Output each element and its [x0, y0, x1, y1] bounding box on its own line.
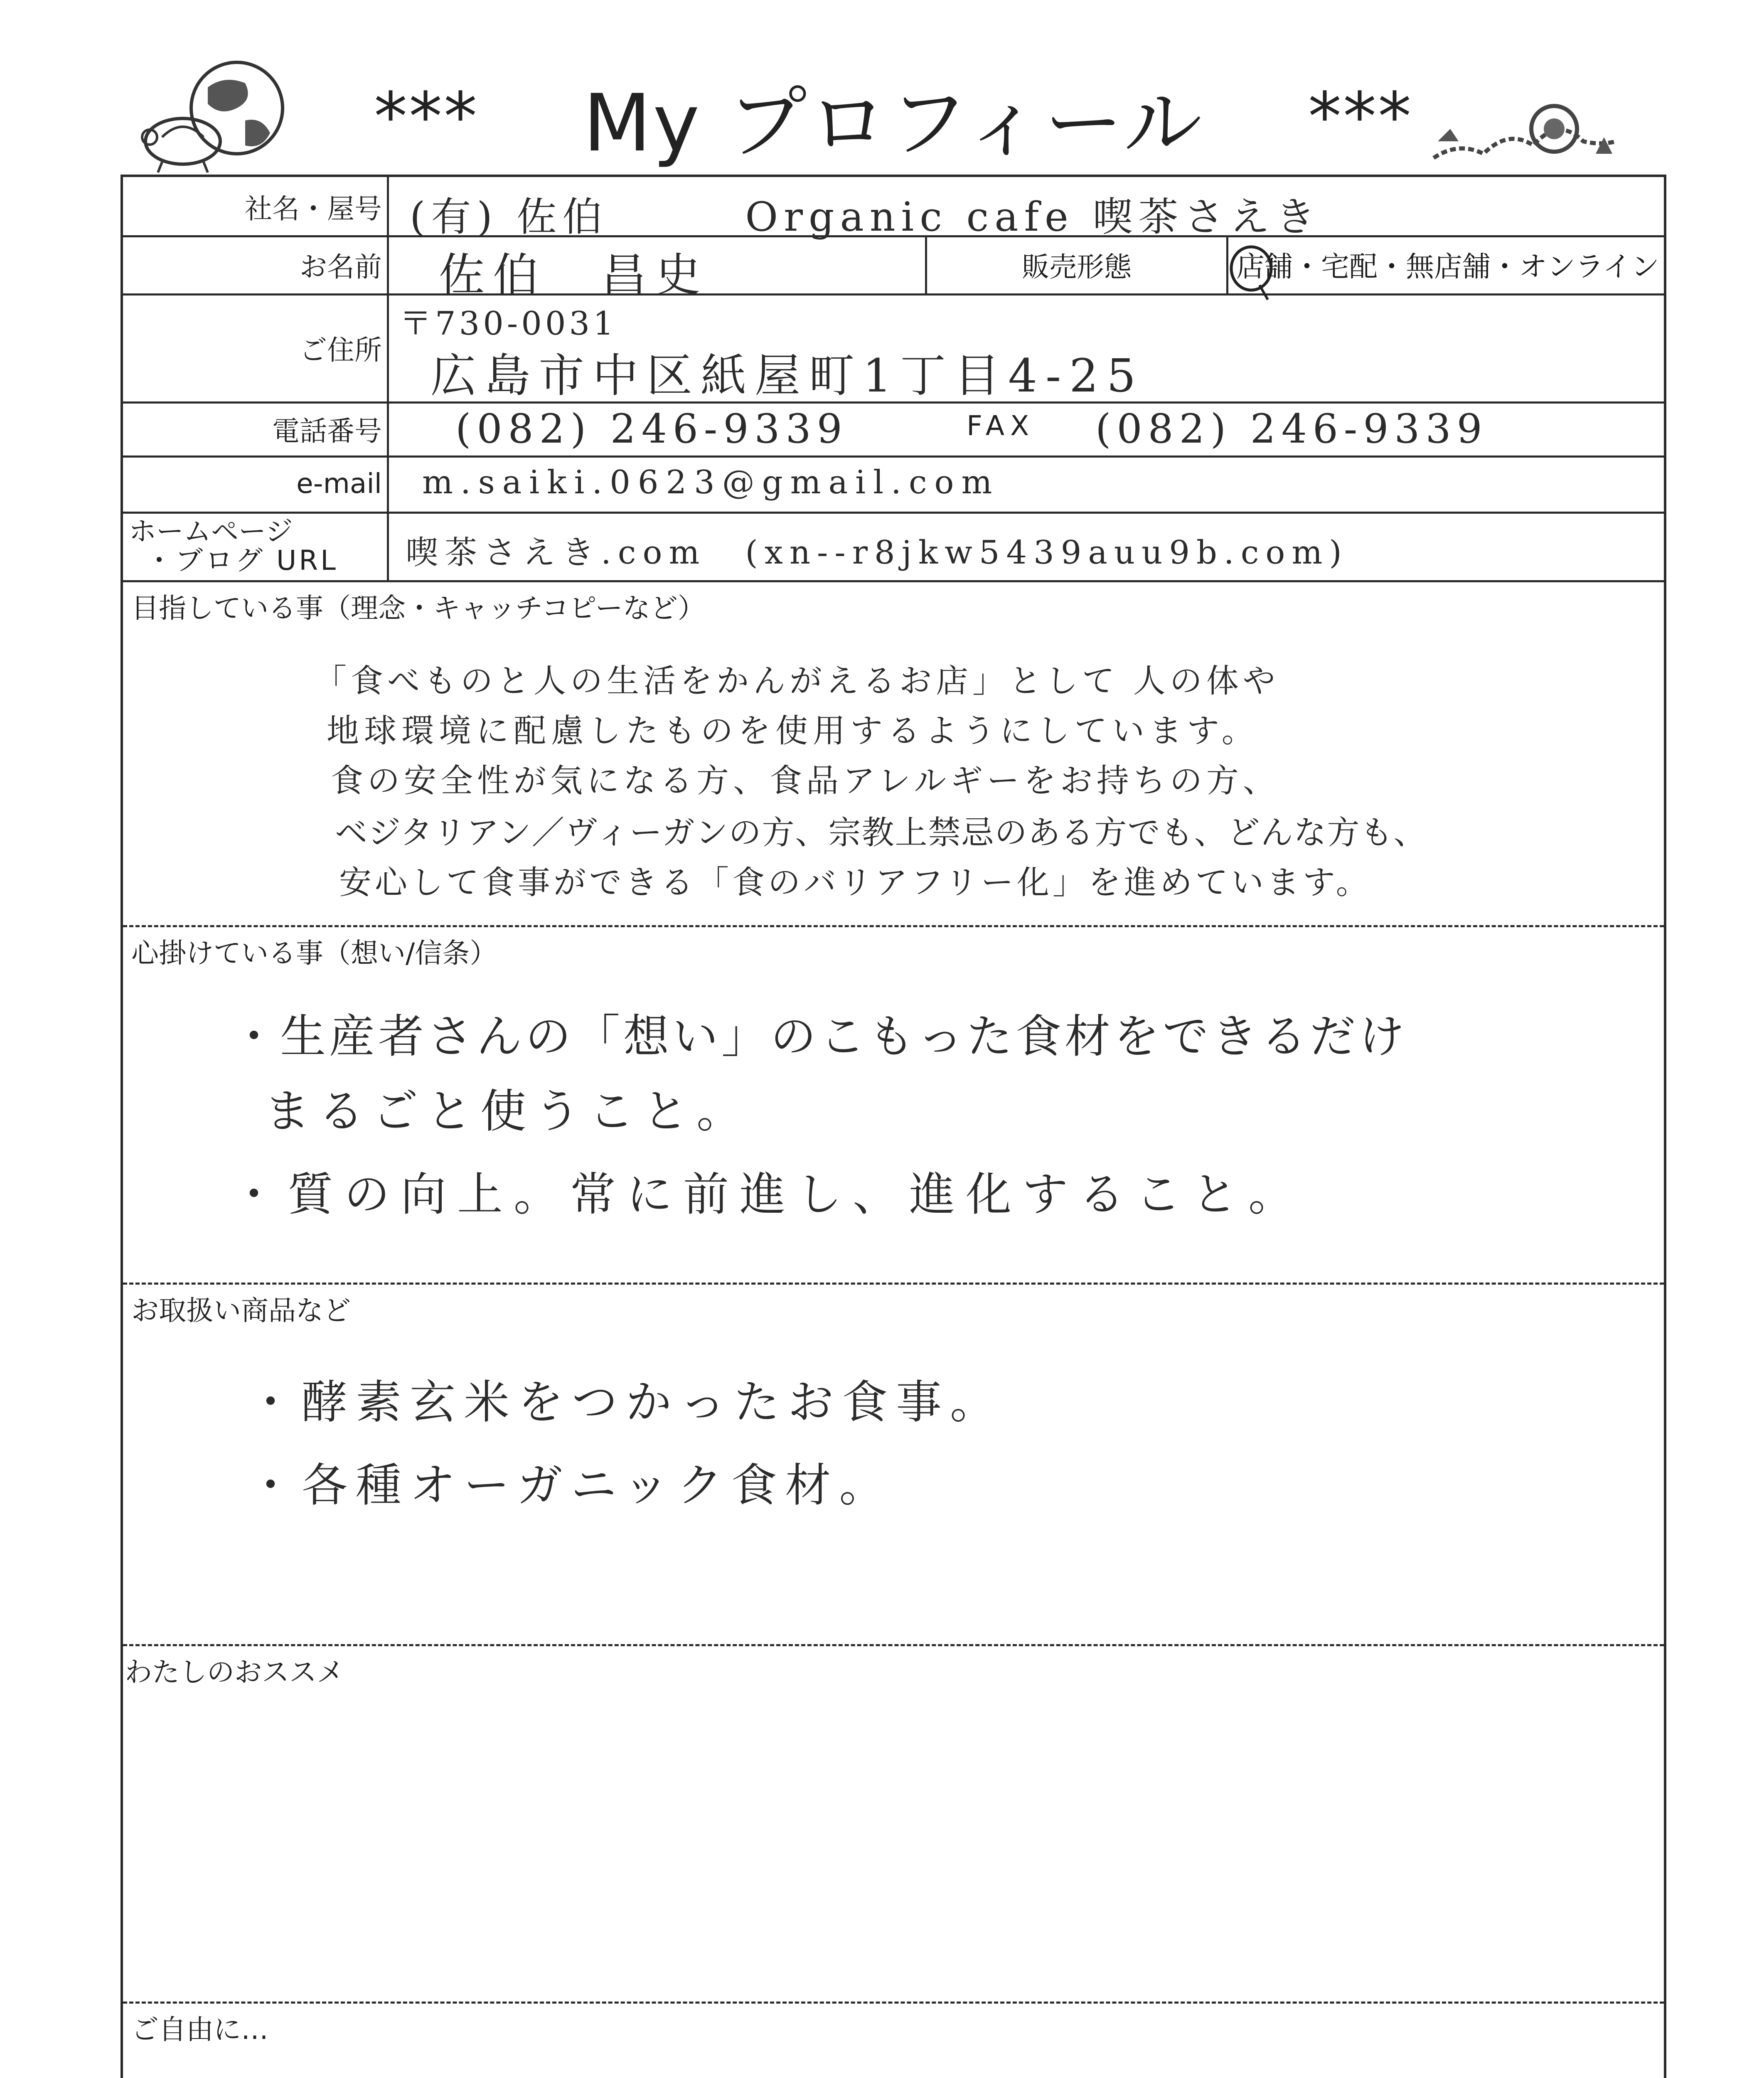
- row-address: [123, 293, 1664, 404]
- title-stars-left: ***: [374, 77, 479, 155]
- beliefs-line: ・生産者さんの「想い」のこもった食材をできるだけ: [231, 1010, 1408, 1063]
- products-line: ・各種オーガニック食材。: [248, 1459, 893, 1512]
- label-address: ご住所: [123, 293, 389, 401]
- value-phone: (082) 246-9339: [455, 406, 848, 452]
- label-homepage-line1: ホームページ: [129, 515, 293, 548]
- title-recommend: わたしのおススメ: [125, 1656, 344, 1688]
- label-email: e-mail: [123, 455, 389, 512]
- section-free: [123, 2002, 1664, 2078]
- title-beliefs: 心掛けている事（想い/信条）: [131, 937, 497, 969]
- label-company: 社名・屋号: [123, 177, 389, 235]
- globe-turtle-illustration: [137, 58, 312, 175]
- row-name: [123, 235, 1664, 302]
- landscape-stamp-illustration: [1429, 91, 1621, 175]
- products-line: ・酵素玄米をつかったお食事。: [248, 1376, 1004, 1429]
- label-sales-format: 販売形態: [925, 235, 1228, 293]
- value-postal: 〒730-0031: [399, 305, 617, 342]
- row-homepage: [123, 512, 1664, 582]
- mission-line: 地球環境に配慮したものを使用するようにしています。: [327, 712, 1259, 750]
- title-stars-right: ***: [1308, 77, 1413, 155]
- section-products: [123, 1283, 1664, 1646]
- section-mission: [123, 580, 1664, 927]
- title-mission: 目指している事（理念・キャッチコピーなど）: [131, 592, 705, 624]
- value-sales-format: 店舗・宅配・無店舗・オンライン: [1236, 250, 1659, 283]
- title-products: お取扱い商品など: [131, 1295, 351, 1327]
- value-fax: (082) 246-9339: [1095, 406, 1488, 452]
- row-company: [123, 177, 1664, 240]
- page-title: [374, 62, 1413, 170]
- value-company: (有) 佐伯 Organic cafe 喫茶さえき: [410, 194, 1321, 240]
- title-free: ご自由に…: [131, 2014, 268, 2046]
- beliefs-line: まるごと使うこと。: [264, 1085, 750, 1138]
- label-phone: 電話番号: [123, 401, 389, 455]
- beliefs-line: ・質の向上。常に前進し、進化すること。: [231, 1168, 1305, 1221]
- value-address: 広島市中区紙屋町1丁目4-25: [431, 349, 1144, 402]
- profile-form: [121, 175, 1666, 2078]
- section-recommend: [123, 1644, 1664, 2004]
- row-email: [123, 455, 1664, 514]
- label-homepage: [123, 512, 389, 580]
- label-fax: FAX: [967, 410, 1035, 442]
- selected-circle-mark: [1226, 239, 1276, 302]
- value-name: 佐伯 昌史: [439, 249, 709, 302]
- label-homepage-line2: ・ブログ URL: [145, 544, 338, 576]
- value-email: m.saiki.0623@gmail.com: [422, 464, 1000, 501]
- label-name: お名前: [123, 235, 389, 293]
- mission-line: 食の安全性が気になる方、食品アレルギーをお持ちの方、: [331, 762, 1279, 800]
- title-text: My プロフィール: [583, 77, 1204, 169]
- row-phone: [123, 401, 1664, 458]
- value-homepage: 喫茶さえき.com (xn--r8jkw5439auu9b.com): [406, 534, 1348, 571]
- mission-line: ベジタリアン／ヴィーガンの方、宗教上禁忌のある方でも、どんな方も、: [335, 814, 1427, 852]
- mission-line: 「食べものと人の生活をかんがえるお店」として 人の体や: [314, 662, 1279, 700]
- mission-line: 安心して食事ができる「食のバリアフリー化」を進めています。: [339, 864, 1372, 901]
- section-beliefs: [123, 925, 1664, 1285]
